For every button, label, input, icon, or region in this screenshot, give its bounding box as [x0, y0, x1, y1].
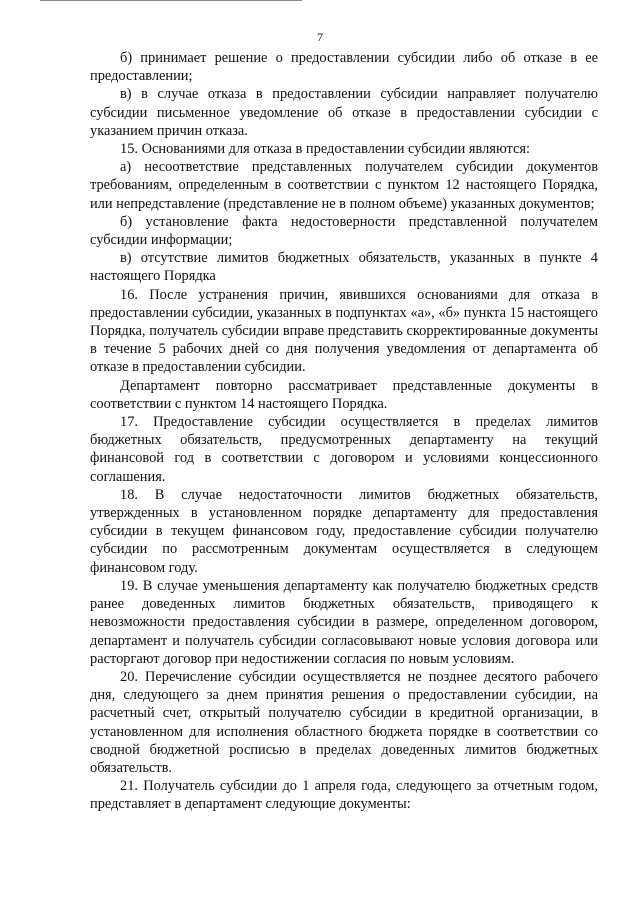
paragraph-17: 17. Предоставление субсидии осуществляется в пределах лимитов бюджетных обязательств, предусмотренных департаменту на текущий финансовой год в соответствии с договором и условиями концессионного соглашения. [90, 414, 598, 485]
paragraph-15: 15. Основаниями для отказа в предоставлении субсидии являются: [120, 141, 530, 158]
paragraph-21: 21. Получатель субсидии до 1 апреля года, следующего за отчетным годом, представляет в департамент следующие документы: [90, 778, 598, 813]
document-body [90, 49, 598, 814]
paragraph-15c: в) отсутствие лимитов бюджетных обязательств, указанных в пункте 4 настоящего Порядка [90, 250, 598, 285]
paragraph-20: 20. Перечисление субсидии осуществляется не позднее десятого рабочего дня, следующего за днем принятия решения о предоставлении субсидии, на расчетный счет, открытый получателю субсидии в кредитной организации, в установленном для исполнения областного бюджета порядке в соответствии со сводной бюджетной росписью в пределах доведенных лимитов бюджетных обязательств. [90, 668, 598, 776]
page-number: 7 [317, 30, 323, 44]
paragraph-14c: в) в случае отказа в предоставлении субсидии направляет получателю субсидии письменное уведомление об отказе в предоставлении субсидии с указанием причин отказа. [90, 86, 598, 139]
paragraph-15b: б) установление факта недостоверности представленной получателем субсидии информации; [90, 213, 598, 249]
paragraph-14b: б) принимает решение о предоставлении субсидии либо об отказе в ее предоставлении; [90, 50, 598, 85]
paragraph-18: 18. В случае недостаточности лимитов бюджетных обязательств, утвержденных в установленном порядке департаменту для предоставления субсидии в текущем финансовом году, предоставление субсидии получателю субсидии по рассмотренным документам осуществляется в следующем финансовом году. [90, 486, 598, 576]
paragraph-16-continued: Департамент повторно рассматривает представленные документы в соответствии с пунктом 14 настоящего Порядка. [90, 377, 598, 412]
paragraph-15a: а) несоответствие представленных получателем субсидии документов требованиям, определенным в соответствии с пунктом 12 настоящего Порядка, или непредставление (представление не в полном объеме) указанных документов; [90, 159, 598, 212]
paragraph-16: 16. После устранения причин, явившихся основаниями для отказа в предоставлении субсидии, указанных в подпунктах «а», «б» пункта 15 настоящего Порядка, получатель субсидии вправе представить скорректированные документы в течение 5 рабочих дней со дня получения уведомления от департамента об отказе в предоставлении субсидии. [90, 286, 598, 376]
top-rule [40, 0, 302, 1]
paragraph-19: 19. В случае уменьшения департаменту как получателю бюджетных средств ранее доведенных лимитов бюджетных обязательств, приводящего к невозможности предоставления субсидии в размере, определенном договором, департамент и получатель субсидии согласовывают новые условия договора или расторгают договор при недостижении согласия по новым условиям. [90, 577, 598, 667]
